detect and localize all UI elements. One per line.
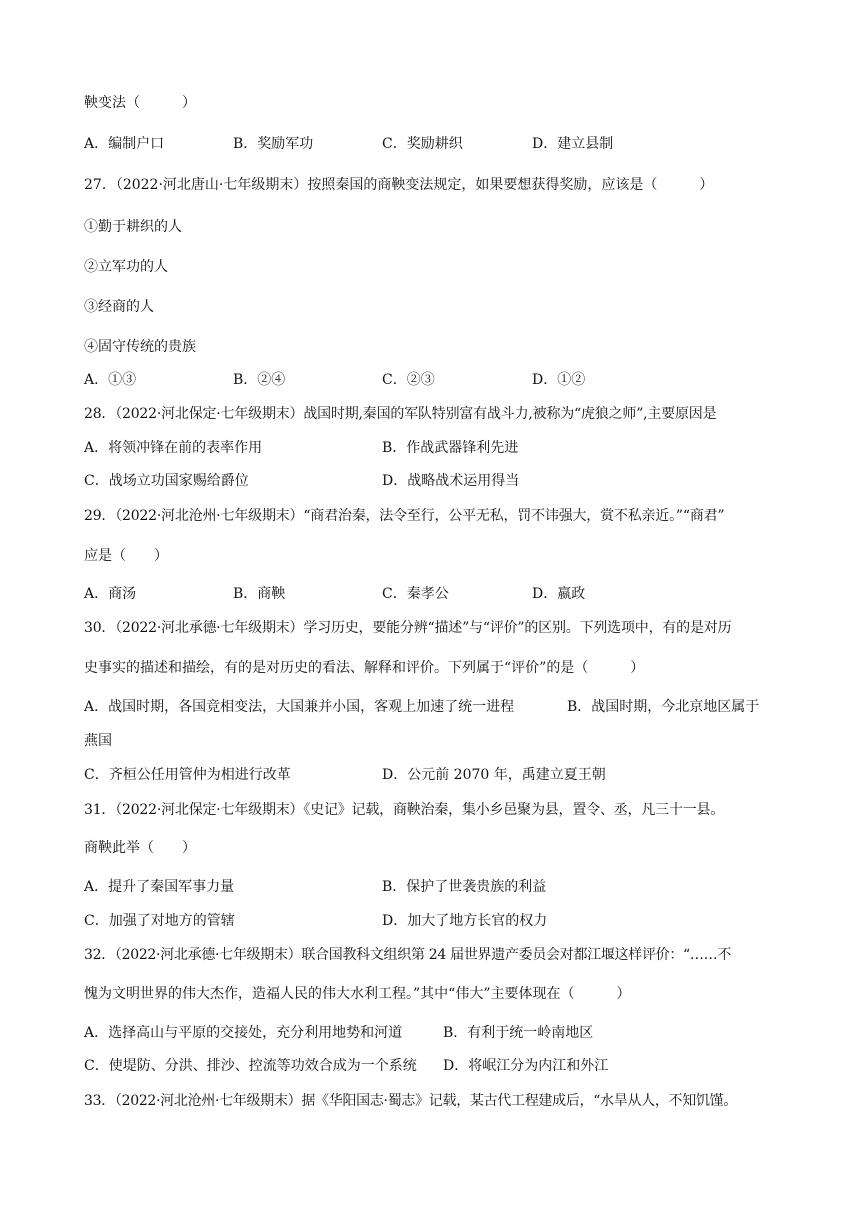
q27-item-1: ①勤于耕织的人 [84, 219, 182, 235]
q27-option-d: D．①② [532, 372, 586, 388]
q27-option-b: B．②④ [233, 372, 286, 388]
q29-stem-line1: 29．（2022·河北沧州·七年级期末）“商君治秦，法令至行，公平无私，罚不讳强大，赏不私亲近。”“商君” [84, 508, 725, 524]
q32-option-a: A．选择高山与平原的交接处，充分利用地势和河道 [84, 1025, 403, 1041]
q31-option-d: D．加大了地方长官的权力 [382, 913, 548, 929]
q27-item-2: ②立军功的人 [84, 259, 168, 275]
q31-stem-line2: 商鞅此举（ ） [84, 840, 196, 856]
q26-stem-tail: 鞅变法（ ） [84, 95, 196, 111]
q32-stem-line1: 32．（2022·河北承德·七年级期末）联合国教科文组织第 24 届世界遗产委员会对都江堰这样评价：“……不 [84, 947, 732, 963]
q31-stem-line1: 31．（2022·河北保定·七年级期末）《史记》记载，商鞅治秦，集小乡邑聚为县，置令、丞，凡三十一县。 [84, 802, 725, 818]
q31-option-c: C．加强了对地方的管辖 [84, 913, 235, 929]
q27-item-4: ④固守传统的贵族 [84, 339, 196, 355]
q26-option-b: B．奖励军功 [233, 136, 314, 152]
q29-stem-line2: 应是（ ） [84, 548, 168, 564]
q31-option-a: A．提升了秦国军事力量 [84, 879, 235, 895]
q28-option-a: A．将领冲锋在前的表率作用 [84, 440, 263, 456]
q29-option-a: A．商汤 [84, 586, 137, 602]
q26-option-c: C．奖励耕织 [382, 136, 463, 152]
q32-stem-line2: 愧为文明世界的伟大杰作，造福人民的伟大水利工程。”其中“伟大”主要体现在（ ） [84, 986, 631, 1002]
q30-option-b-line2: 燕国 [84, 733, 112, 749]
q30-stem-line1: 30．（2022·河北承德·七年级期末）学习历史，要能分辨“描述”与“评价”的区别。下列选项中，有的是对历 [84, 620, 732, 636]
q29-option-b: B．商鞅 [233, 586, 286, 602]
q28-option-c: C．战场立功国家赐给爵位 [84, 473, 249, 489]
q32-option-b: B．有利于统一岭南地区 [443, 1025, 594, 1041]
q30-option-a: A．战国时期，各国竞相变法，大国兼并小国，客观上加速了统一进程 [84, 699, 515, 715]
q29-option-c: C．秦孝公 [382, 586, 449, 602]
q30-option-c: C．齐桓公任用管仲为相进行改革 [84, 767, 291, 783]
q27-option-c: C．②③ [382, 372, 435, 388]
q27-item-3: ③经商的人 [84, 299, 154, 315]
q28-stem: 28．（2022·河北保定·七年级期末）战国时期,秦国的军队特别富有战斗力,被称为“虎狼之师”,主要原因是 [84, 406, 717, 422]
q28-option-d: D．战略战术运用得当 [382, 473, 520, 489]
q31-option-b: B．保护了世袭贵族的利益 [382, 879, 547, 895]
q33-stem-line1: 33．（2022·河北沧州·七年级期末）据《华阳国志·蜀志》记载，某古代工程建成后，“水旱从人，不知饥馑。 [84, 1093, 738, 1109]
q30-stem-line2: 史事实的描述和描绘，有的是对历史的看法、解释和评价。下列属于“评价”的是（ ） [84, 660, 645, 676]
q28-option-b: B．作战武器锋利先进 [382, 440, 519, 456]
q30-option-d: D．公元前 2070 年，禹建立夏王朝 [382, 767, 606, 783]
q27-option-a: A．①③ [84, 372, 137, 388]
q30-option-b-line1: B．战国时期，今北京地区属于 [567, 699, 760, 715]
q27-stem: 27．（2022·河北唐山·七年级期末）按照秦国的商鞅变法规定，如果要想获得奖励，应该是（ ） [84, 177, 714, 193]
q26-option-d: D．建立县制 [532, 136, 614, 152]
q29-option-d: D．嬴政 [532, 586, 586, 602]
q32-option-c: C．使堤防、分洪、排沙、控流等功效合成为一个系统 [84, 1058, 417, 1074]
q26-option-a: A．编制户口 [84, 136, 165, 152]
q32-option-d: D．将岷江分为内江和外江 [443, 1058, 609, 1074]
